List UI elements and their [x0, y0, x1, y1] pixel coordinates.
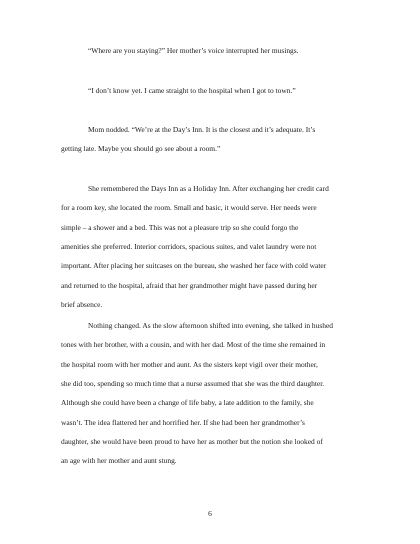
paragraph-line: the hospital room with her mother and aunt. As the sisters kept vigil over their mother,: [61, 359, 318, 369]
paragraph-line: and returned to the hospital, afraid that her grandmother might have passed during her: [61, 280, 318, 290]
paragraph-line: wasn’t. The idea flattered her and horrified her. If she had been her grandmother’s: [61, 417, 305, 427]
paragraph-line: she did too, spending so much time that a nurse assumed that she was the third daughter.: [61, 379, 325, 389]
paragraph-nothing-changed: [61, 316, 361, 471]
paragraph-mom-nodded: [61, 120, 361, 159]
paragraph-line: Mom nodded. “We’re at the Day’s Inn. It is the closest and it’s adequate. It’s: [88, 125, 316, 134]
paragraph-line: Nothing changed. As the slow afternoon shifted into evening, she talked in hushed: [88, 321, 333, 330]
paragraph-line: for a room key, she located the room. Small and basic, it would serve. Her needs were: [61, 203, 317, 213]
paragraph-staying-question: [61, 41, 361, 60]
paragraph-line: She remembered the Days Inn as a Holiday Inn. After exchanging her credit card: [88, 184, 329, 193]
paragraph-dont-know-reply: [61, 81, 361, 100]
paragraph-days-inn: [61, 179, 361, 314]
paragraph-line: Although she could have been a change of life baby, a late addition to the family, she: [61, 398, 314, 408]
paragraph-line: daughter, she would have been proud to have her as mother but the notion she looked of: [61, 437, 323, 447]
paragraph-line: an age with her mother and aunt stung.: [61, 456, 177, 466]
page-number: 6: [208, 509, 212, 518]
paragraph-line: important. After placing her suitcases on the bureau, she washed her face with cold water: [61, 261, 327, 271]
paragraph-line: “I don’t know yet. I came straight to the hospital when I got to town.”: [88, 86, 296, 95]
paragraph-line: “Where are you staying?” Her mother’s voice interrupted her musings.: [88, 46, 299, 55]
paragraph-line: amenities she preferred. Interior corridors, spacious suites, and valet laundry were not: [61, 242, 317, 252]
paragraph-line: brief absence.: [61, 300, 103, 310]
paragraph-line: simple – a shower and a bed. This was not a pleasure trip so she could forgo the: [61, 222, 299, 232]
paragraph-line: tones with her brother, with a cousin, and with her dad. Most of the time she remained in: [61, 340, 326, 350]
paragraph-line: getting late. Maybe you should go see about a room.”: [61, 144, 221, 154]
